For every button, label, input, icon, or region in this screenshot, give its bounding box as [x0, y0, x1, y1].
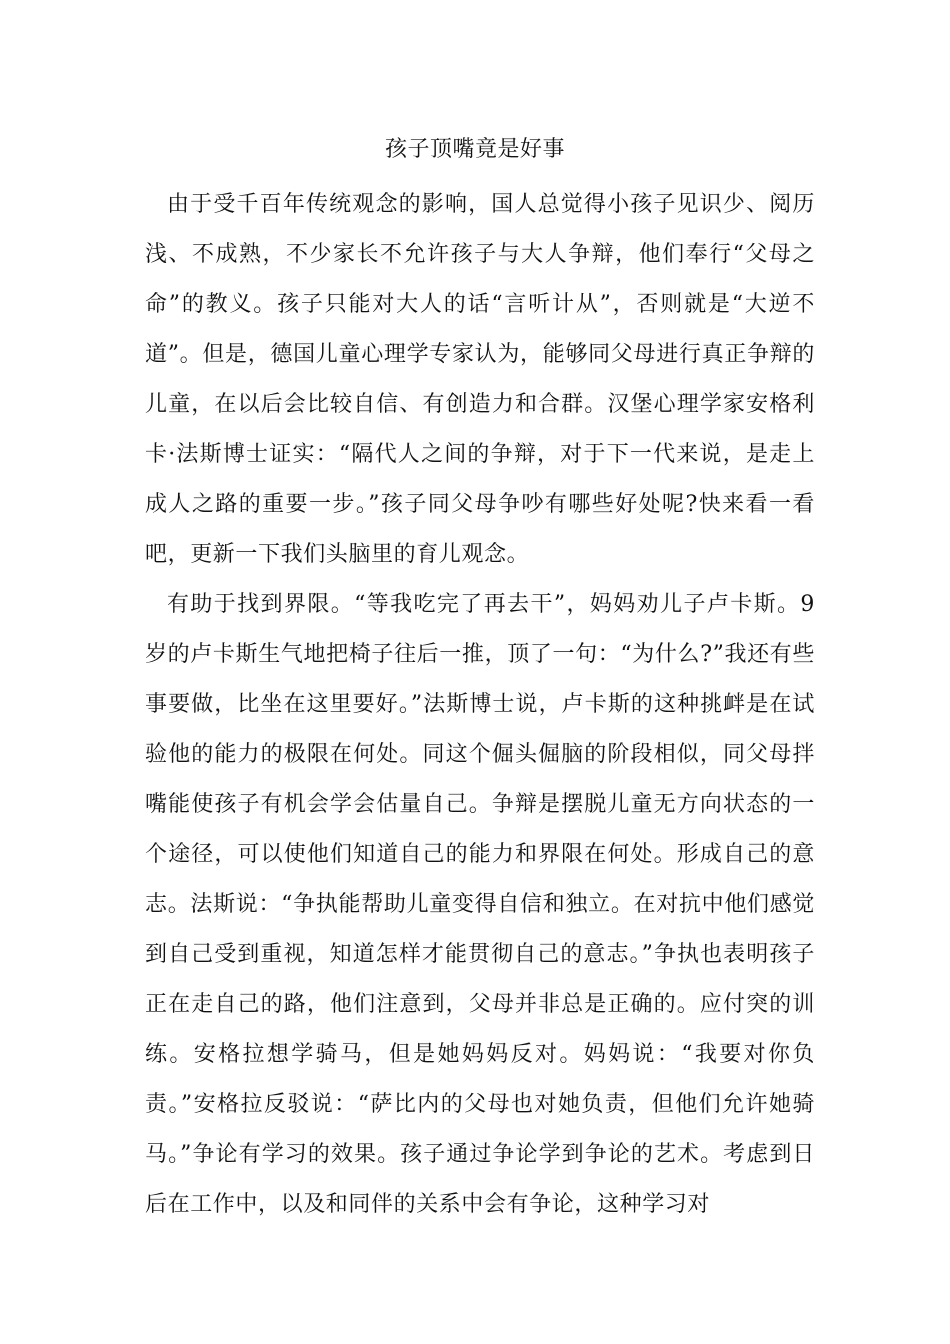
document-body [145, 180, 815, 1230]
document-title: 孩子顶嘴竟是好事 [384, 137, 565, 162]
paragraph-intro: 由于受千百年传统观念的影响，国人总觉得小孩子见识少、阅历浅、不成熟，不少家长不允许孩子与大人争辩，他们奉行“父母之命”的教义。孩子只能对大人的话“言听计从”，否则就是“大逆不道”。但是，德国儿童心理学专家认为，能够同父母进行真正争辩的儿童，在以后会比较自信、有创造力和合群。汉堡心理学家安格利卡·法斯博士证实：“隔代人之间的争辩，对于下一代来说，是走上成人之路的重要一步。”孩子同父母争吵有哪些好处呢?快来看一看吧，更新一下我们头脑里的育儿观念。 [145, 192, 815, 567]
paragraph-benefits: 有助于找到界限。“等我吃完了再去干”，妈妈劝儿子卢卡斯。9岁的卢卡斯生气地把椅子往后一推，顶了一句：“为什么?”我还有些事要做，比坐在这里要好。”法斯博士说，卢卡斯的这种挑衅是在试验他的能力的极限在何处。同这个倔头倔脑的阶段相似，同父母拌嘴能使孩子有机会学会估量自己。争辩是摆脱儿童无方向状态的一个途径，可以使他们知道自己的能力和界限在何处。形成自己的意志。法斯说：“争执能帮助儿童变得自信和独立。在对抗中他们感觉到自己受到重视，知道怎样才能贯彻自己的意志。”争执也表明孩子正在走自己的路，他们注意到，父母并非总是正确的。应付突的训练。安格拉想学骑马，但是她妈妈反对。妈妈说：“我要对你负责。”安格拉反驳说：“萨比内的父母也对她负责，但他们允许她骑马。”争论有学习的效果。孩子通过争论学到争论的艺术。考虑到日后在工作中，以及和同伴的关系中会有争论，这种学习对 [145, 592, 815, 1217]
